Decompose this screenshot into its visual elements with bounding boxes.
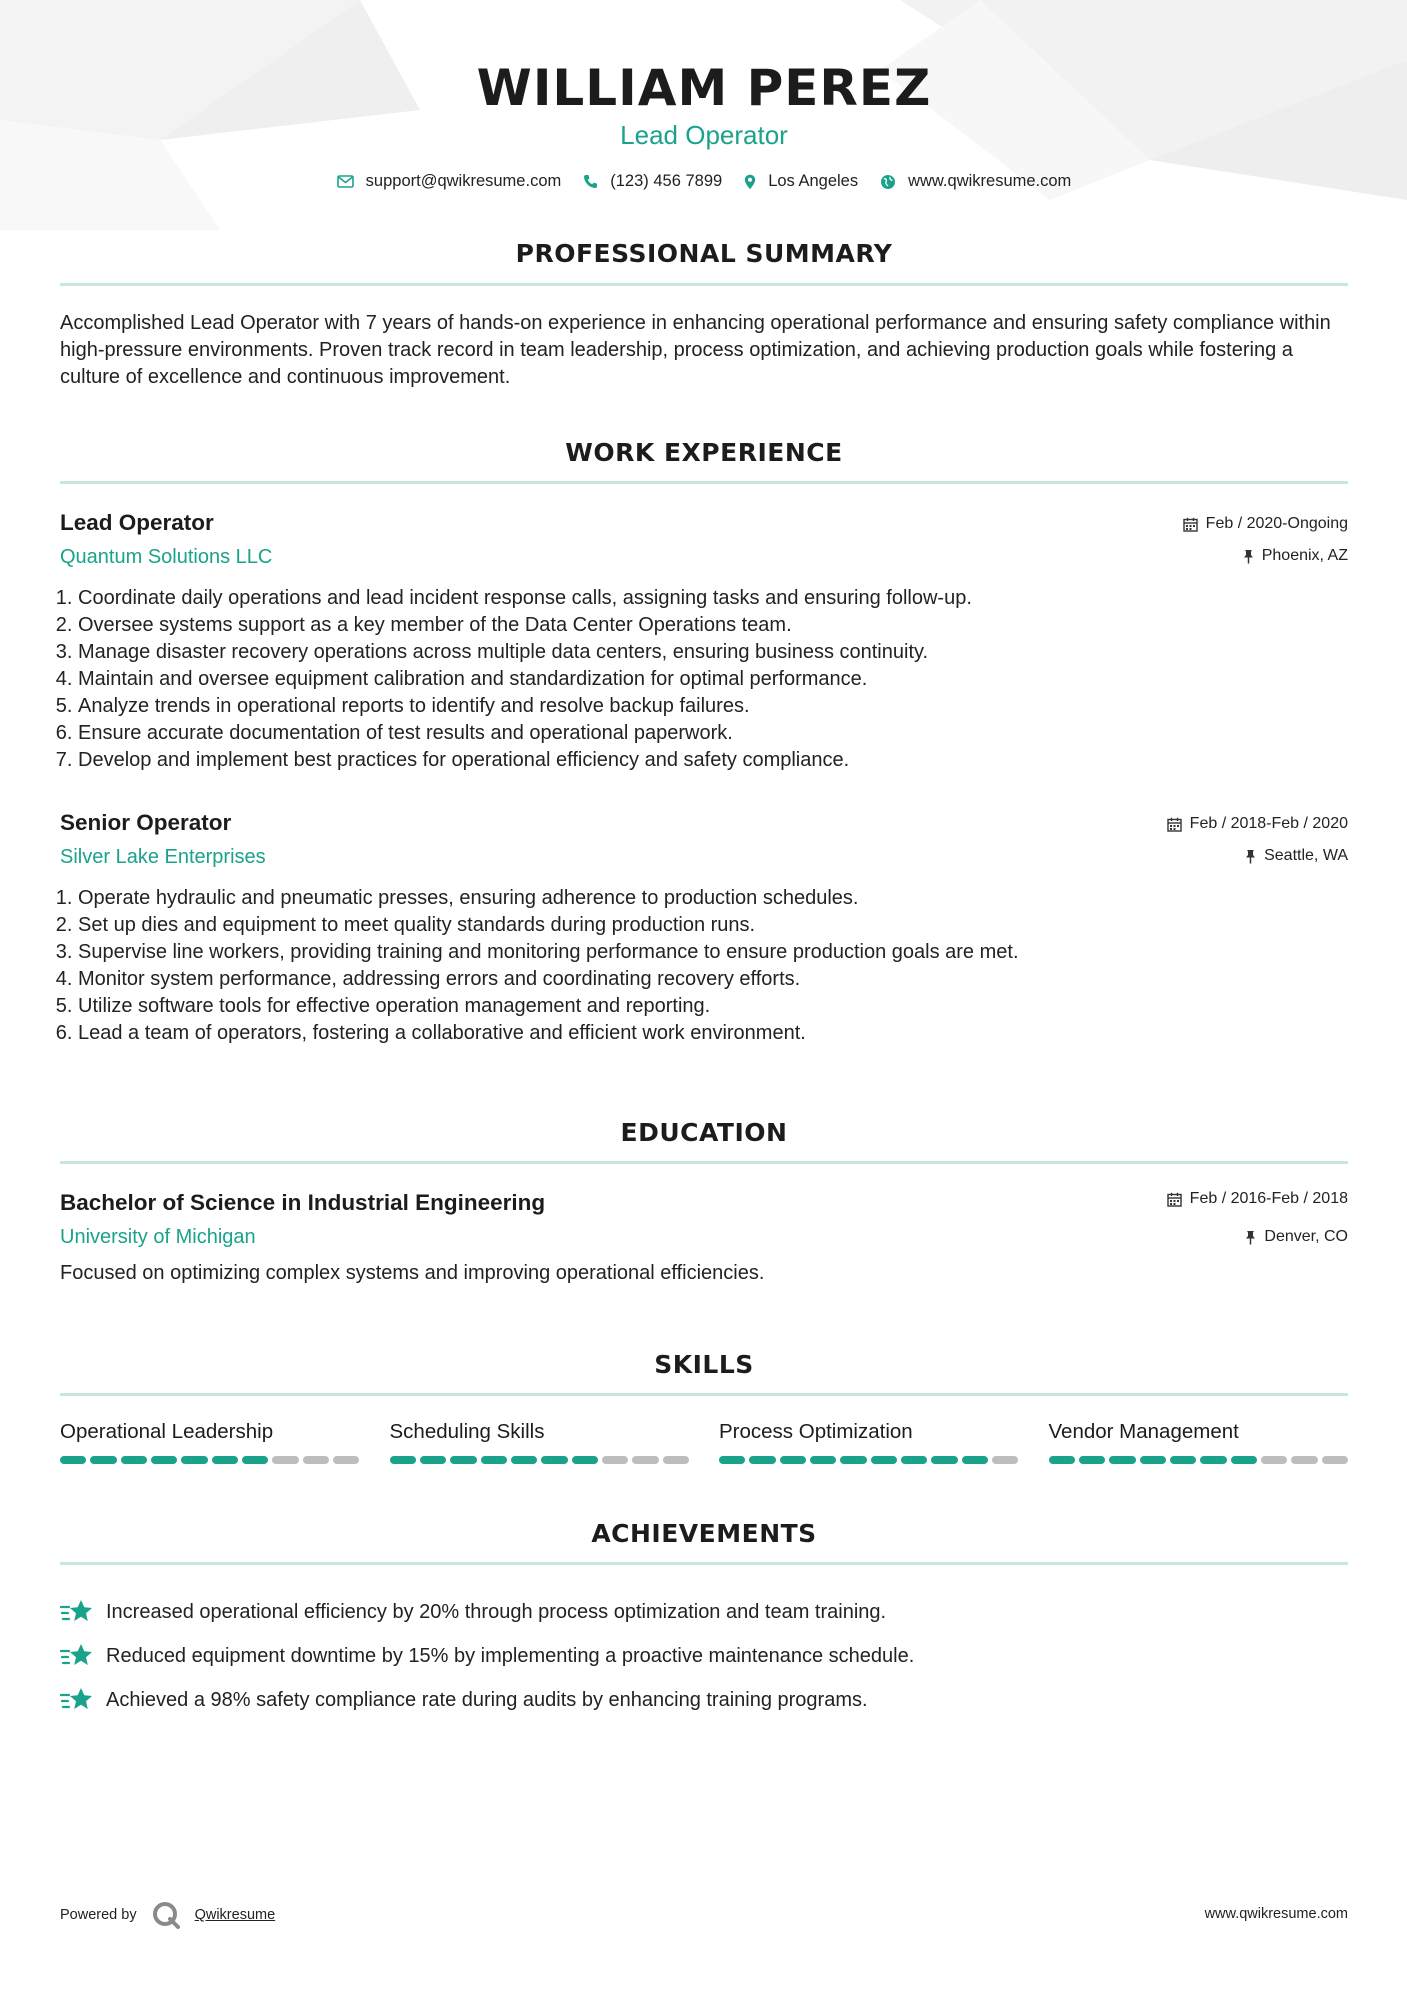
candidate-role: Lead Operator [620, 120, 788, 150]
star-icon [60, 1641, 94, 1671]
education-section-rule [60, 1161, 1348, 1164]
skill-segment-filled [871, 1456, 897, 1464]
skill-item [1049, 1418, 1349, 1466]
skill-segment-filled [390, 1456, 416, 1464]
skill-segment-filled [962, 1456, 988, 1464]
skill-segment-empty [1261, 1456, 1287, 1464]
experience-section-rule [60, 481, 1348, 484]
job-location [1245, 845, 1348, 867]
skill-segment-filled [511, 1456, 537, 1464]
education-dates-text: Feb / 2016-Feb / 2018 [1189, 1190, 1348, 1207]
skill-segment-filled [242, 1456, 268, 1464]
pushpin-icon [1245, 1230, 1256, 1245]
skill-segment-filled [181, 1456, 207, 1464]
skill-segment-filled [450, 1456, 476, 1464]
achievement-text: Achieved a 98% safety compliance rate during audits by enhancing training programs. [106, 1688, 868, 1711]
skills-grid [60, 1418, 1348, 1466]
skill-level-bar [719, 1456, 1019, 1466]
education-location [1245, 1226, 1348, 1248]
skill-segment-filled [719, 1456, 745, 1464]
powered-by-label: Powered by [60, 1907, 137, 1923]
school-name: University of Michigan [60, 1226, 256, 1248]
skill-segment-empty [632, 1456, 658, 1464]
skill-segment-filled [1170, 1456, 1196, 1464]
skill-level-bar [60, 1456, 360, 1466]
education-dates [1167, 1188, 1348, 1210]
list-item [60, 1678, 1348, 1722]
skill-segment-empty [272, 1456, 298, 1464]
achievements-section-title: ACHIEVEMENTS [591, 1519, 817, 1548]
contact-website-text: www.qwikresume.com [908, 172, 1072, 190]
skill-segment-empty [663, 1456, 689, 1464]
job-company: Quantum Solutions LLC [60, 546, 273, 568]
skill-segment-filled [90, 1456, 116, 1464]
job-dates-text: Feb / 2020-Ongoing [1205, 515, 1348, 532]
qwikresume-logo-icon [151, 1900, 181, 1930]
skill-name: Scheduling Skills [389, 1420, 545, 1443]
qwikresume-link[interactable]: Qwikresume [194, 1907, 276, 1923]
skill-segment-filled [749, 1456, 775, 1464]
education-description: Focused on optimizing complex systems and improving operational efficiencies. [60, 1262, 765, 1284]
skill-segment-empty [333, 1456, 359, 1464]
pushpin-icon [1245, 849, 1256, 864]
summary-section-rule [60, 283, 1348, 286]
job-company: Silver Lake Enterprises [60, 846, 266, 868]
list-item: 6. Ensure accurate documentation of test results and operational paperwork. [78, 720, 1338, 747]
list-item: 5. Analyze trends in operational reports to identify and resolve backup failures. [78, 693, 1338, 720]
list-item [60, 1590, 1348, 1634]
list-item: 6. Lead a team of operators, fostering a collaborative and efficient work environment. [78, 1020, 1338, 1047]
contact-email[interactable] [337, 172, 562, 191]
skill-segment-empty [602, 1456, 628, 1464]
resume-page [60, 0, 1348, 1990]
job-entry [60, 508, 1348, 778]
achievement-text: Reduced equipment downtime by 15% by implementing a proactive maintenance schedule. [106, 1644, 915, 1667]
achievements-list [60, 1590, 1348, 1722]
job-title: Senior Operator [60, 810, 232, 835]
skill-segment-filled [541, 1456, 567, 1464]
education-entry [60, 1188, 1348, 1298]
list-item: 4. Monitor system performance, addressing errors and coordinating recovery efforts. [78, 966, 1338, 993]
skills-section-title: SKILLS [654, 1350, 754, 1379]
skill-segment-filled [212, 1456, 238, 1464]
star-icon [60, 1597, 94, 1627]
list-item: 3. Supervise line workers, providing training and monitoring performance to ensure production goals are met. [78, 939, 1338, 966]
skill-segment-filled [780, 1456, 806, 1464]
skill-segment-filled [901, 1456, 927, 1464]
skill-segment-filled [572, 1456, 598, 1464]
star-icon [60, 1685, 94, 1715]
candidate-name: WILLIAM PEREZ [476, 59, 932, 117]
skill-segment-filled [1200, 1456, 1226, 1464]
summary-section-title: PROFESSIONAL SUMMARY [515, 239, 893, 268]
footer-website[interactable]: www.qwikresume.com [1204, 1906, 1348, 1922]
skill-segment-filled [481, 1456, 507, 1464]
job-title: Lead Operator [60, 510, 214, 535]
summary-text: Accomplished Lead Operator with 7 years of hands-on experience in enhancing operational performance and ensuring safety compliance within high-pressure environments. Proven track record in team leadership, process optimization, and achieving production goals while fostering a culture of excellence and continuous improvement. [60, 312, 1331, 388]
job-duties-list [60, 585, 1338, 774]
list-item: 3. Manage disaster recovery operations across multiple data centers, ensuring business continuity. [78, 639, 1338, 666]
job-entry [60, 808, 1348, 1058]
education-section-title: EDUCATION [620, 1118, 788, 1147]
skill-segment-empty [1322, 1456, 1348, 1464]
calendar-icon [1167, 817, 1182, 832]
skill-segment-filled [1109, 1456, 1135, 1464]
skill-segment-filled [840, 1456, 866, 1464]
skill-name: Vendor Management [1048, 1420, 1239, 1443]
skill-level-bar [1049, 1456, 1349, 1466]
phone-icon [583, 174, 598, 189]
map-pin-icon [744, 174, 756, 190]
skill-item [390, 1418, 690, 1466]
envelope-icon [337, 175, 354, 188]
skill-segment-filled [1049, 1456, 1075, 1464]
job-location-text: Phoenix, AZ [1261, 547, 1348, 564]
list-item: 4. Maintain and oversee equipment calibration and standardization for optimal performance. [78, 666, 1338, 693]
calendar-icon [1167, 1192, 1182, 1207]
skill-segment-filled [420, 1456, 446, 1464]
list-item [60, 1634, 1348, 1678]
list-item: 2. Oversee systems support as a key member of the Data Center Operations team. [78, 612, 1338, 639]
skill-segment-filled [810, 1456, 836, 1464]
contact-phone[interactable] [583, 172, 722, 191]
contact-bar [60, 172, 1348, 191]
achievements-section-rule [60, 1562, 1348, 1565]
skill-segment-filled [1140, 1456, 1166, 1464]
skill-segment-filled [1079, 1456, 1105, 1464]
skills-section-rule [60, 1393, 1348, 1396]
skill-name: Operational Leadership [60, 1420, 274, 1443]
degree-title: Bachelor of Science in Industrial Engineering [60, 1190, 546, 1215]
contact-email-text: support@qwikresume.com [365, 172, 562, 190]
skill-segment-empty [303, 1456, 329, 1464]
skill-name: Process Optimization [719, 1420, 913, 1443]
contact-location [744, 172, 858, 191]
contact-location-text: Los Angeles [768, 172, 859, 190]
job-dates [1183, 513, 1348, 535]
list-item: 5. Utilize software tools for effective operation management and reporting. [78, 993, 1338, 1020]
skill-item [60, 1418, 360, 1466]
skill-segment-filled [60, 1456, 86, 1464]
skill-segment-filled [1231, 1456, 1257, 1464]
footer-powered-by [60, 1900, 275, 1930]
contact-phone-text: (123) 456 7899 [610, 172, 723, 190]
skill-segment-filled [121, 1456, 147, 1464]
list-item: 1. Operate hydraulic and pneumatic presses, ensuring adherence to production schedules. [78, 885, 1338, 912]
achievement-text: Increased operational efficiency by 20% through process optimization and team training. [106, 1600, 887, 1623]
pushpin-icon [1243, 549, 1254, 564]
skill-segment-filled [151, 1456, 177, 1464]
globe-icon [880, 174, 896, 190]
list-item: 2. Set up dies and equipment to meet quality standards during production runs. [78, 912, 1338, 939]
skill-item [719, 1418, 1019, 1466]
skill-segment-filled [931, 1456, 957, 1464]
skill-segment-empty [992, 1456, 1018, 1464]
job-location-text: Seattle, WA [1264, 847, 1348, 864]
contact-website[interactable] [880, 172, 1071, 191]
job-dates-text: Feb / 2018-Feb / 2020 [1189, 815, 1348, 832]
calendar-icon [1183, 517, 1198, 532]
job-duties-list [60, 885, 1338, 1047]
skill-segment-empty [1291, 1456, 1317, 1464]
job-dates [1167, 813, 1348, 835]
education-location-text: Denver, CO [1264, 1228, 1348, 1245]
job-location [1243, 545, 1348, 567]
skill-level-bar [390, 1456, 690, 1466]
list-item: 7. Develop and implement best practices for operational efficiency and safety compliance. [78, 747, 1338, 774]
list-item: 1. Coordinate daily operations and lead incident response calls, assigning tasks and ensuring follow-up. [78, 585, 1338, 612]
experience-section-title: WORK EXPERIENCE [565, 438, 843, 467]
